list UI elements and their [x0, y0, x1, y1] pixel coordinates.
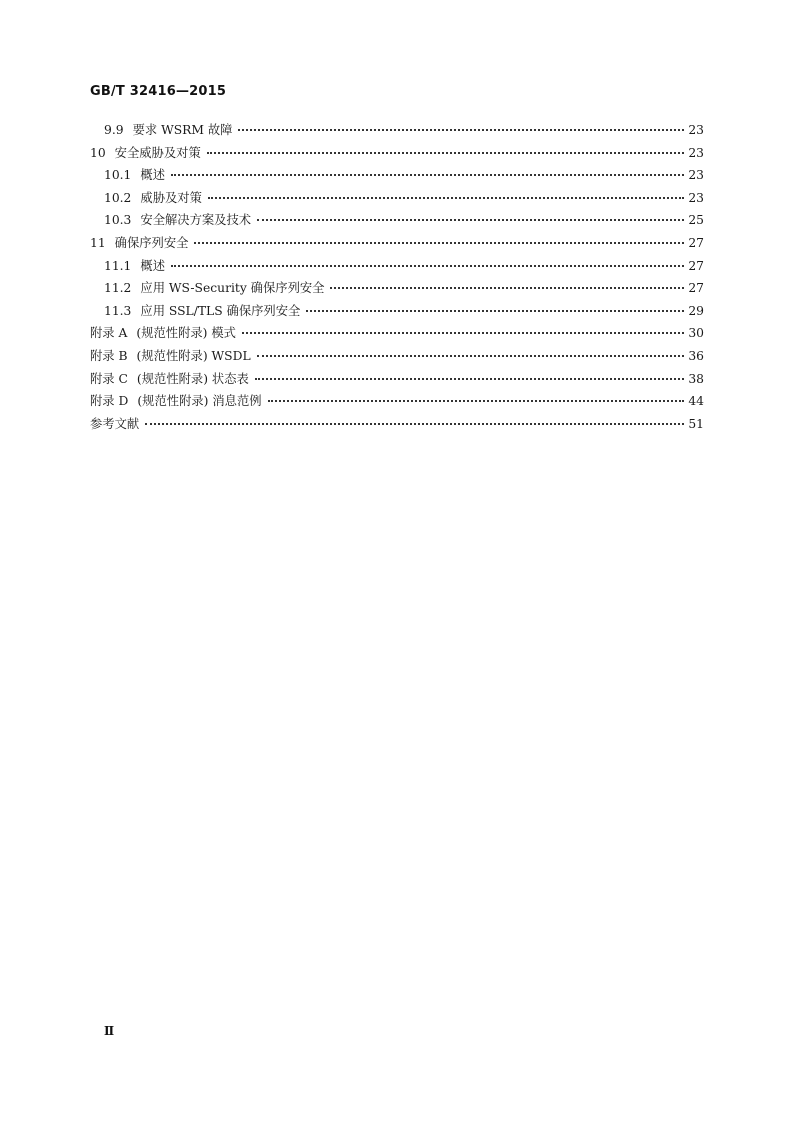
toc-entry-number: 11.3	[104, 303, 132, 318]
toc-entry-title: 确保序列安全	[114, 235, 189, 250]
toc-entry-number: 附录 A	[90, 326, 128, 341]
toc-leader-dots	[306, 309, 684, 312]
toc-entry[interactable]	[90, 277, 704, 300]
toc-entry-page: 25	[688, 213, 704, 228]
toc-leader-dots	[242, 331, 684, 334]
toc-entry-title: 安全解决方案及技术	[140, 213, 252, 228]
toc-entry[interactable]	[90, 300, 704, 323]
toc-entry-title: (规范性附录) 消息范例	[137, 394, 262, 409]
page-number: Ⅱ	[104, 1024, 115, 1038]
toc-entry-title: 概述	[140, 168, 165, 183]
toc-entry[interactable]	[90, 119, 704, 142]
toc-entry-title: (规范性附录) WSDL	[136, 348, 251, 363]
toc-entry[interactable]	[90, 345, 704, 368]
toc-leader-dots	[145, 422, 684, 425]
toc-entry[interactable]	[90, 164, 704, 187]
toc-entry-page: 23	[688, 190, 704, 205]
toc-entry-number: 10	[90, 145, 106, 160]
toc-entry-page: 29	[688, 303, 704, 318]
toc-entry[interactable]	[90, 390, 704, 413]
toc-entry-title: 概述	[140, 258, 165, 273]
toc-entry-page: 51	[688, 416, 704, 431]
toc-entry[interactable]	[90, 368, 704, 391]
toc-entry-page: 27	[688, 235, 704, 250]
toc-leader-dots	[207, 151, 685, 154]
toc-entry-number: 附录 D	[90, 394, 129, 409]
toc-entry-page: 27	[688, 281, 704, 296]
toc-entry-number: 10.2	[104, 190, 132, 205]
toc-leader-dots	[171, 173, 684, 176]
table-of-contents	[90, 119, 704, 435]
toc-entry-title: 威胁及对策	[140, 190, 202, 205]
toc-entry-page: 23	[688, 168, 704, 183]
toc-entry[interactable]	[90, 209, 704, 232]
toc-entry-page: 38	[688, 371, 704, 386]
toc-entry-page: 30	[688, 326, 704, 341]
toc-entry[interactable]	[90, 232, 704, 255]
toc-leader-dots	[268, 399, 685, 402]
toc-entry-number: 11.2	[104, 281, 132, 296]
toc-entry-title: 应用 WS-Security 确保序列安全	[140, 281, 325, 296]
toc-leader-dots	[257, 354, 685, 357]
standard-code-header: GB/T 32416—2015	[90, 84, 227, 99]
toc-entry-page: 23	[688, 123, 704, 137]
toc-entry-page: 44	[688, 394, 704, 409]
toc-leader-dots	[255, 377, 685, 380]
toc-entry[interactable]	[90, 142, 704, 165]
toc-entry-number: 11	[90, 235, 106, 250]
toc-entry-title: (规范性附录) 状态表	[136, 371, 249, 386]
toc-leader-dots	[330, 286, 684, 289]
toc-entry-title: 参考文献	[90, 416, 140, 431]
toc-entry-number: 11.1	[104, 258, 132, 273]
toc-leader-dots	[208, 196, 684, 199]
toc-entry-number: 10.1	[104, 168, 132, 183]
toc-entry[interactable]	[90, 187, 704, 210]
toc-entry-title: 要求 WSRM 故障	[132, 123, 233, 137]
toc-entry-number: 10.3	[104, 213, 132, 228]
toc-entry[interactable]	[90, 413, 704, 436]
toc-entry-page: 23	[688, 145, 704, 160]
toc-entry-number: 附录 C	[90, 371, 128, 386]
toc-leader-dots	[257, 218, 684, 221]
toc-entry[interactable]	[90, 255, 704, 278]
toc-entry-page: 36	[688, 348, 704, 363]
toc-entry-page: 27	[688, 258, 704, 273]
toc-entry-title: (规范性附录) 模式	[136, 326, 236, 341]
toc-entry-number: 附录 B	[90, 348, 128, 363]
toc-leader-dots	[194, 241, 684, 244]
toc-leader-dots	[238, 128, 684, 131]
toc-entry-title: 安全威胁及对策	[114, 145, 201, 160]
toc-entry[interactable]	[90, 322, 704, 345]
toc-entry-number: 9.9	[104, 123, 124, 137]
toc-leader-dots	[171, 264, 684, 267]
toc-entry-title: 应用 SSL/TLS 确保序列安全	[140, 303, 301, 318]
